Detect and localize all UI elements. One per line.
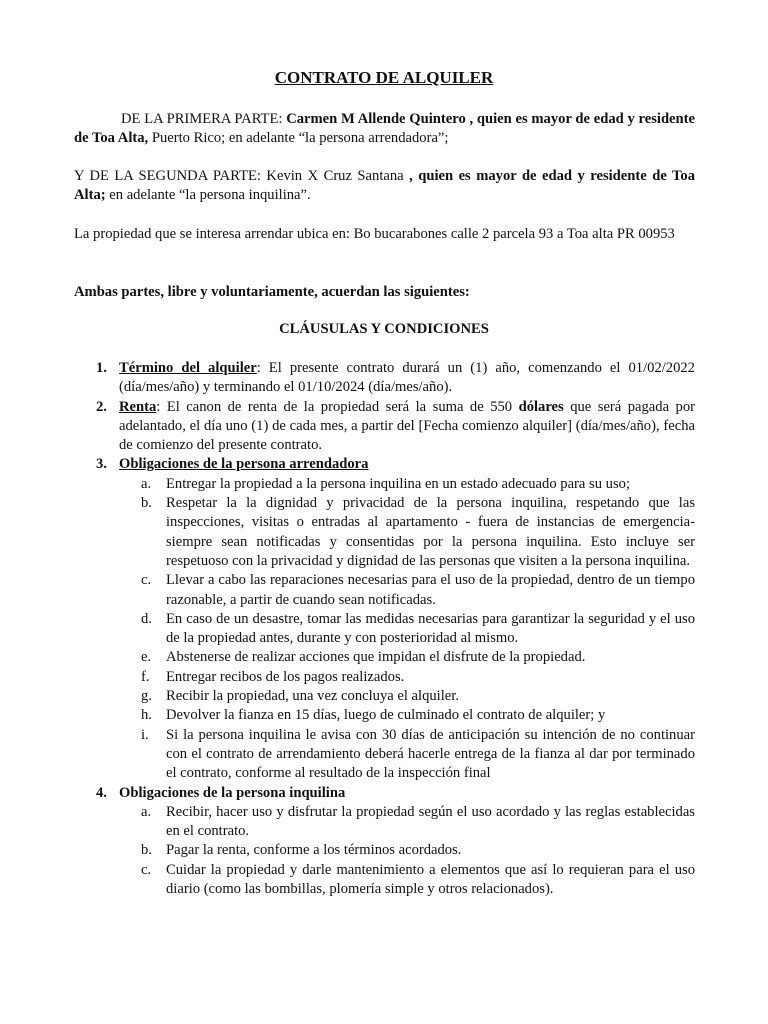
list-item bbox=[119, 687, 695, 706]
item-letter: d. bbox=[141, 610, 152, 627]
item-letter: g. bbox=[141, 688, 152, 705]
list-item bbox=[119, 726, 695, 784]
list-item bbox=[119, 648, 695, 667]
second-party-lead: Y DE LA SEGUNDA PARTE: Kevin X Cruz Santana bbox=[74, 168, 410, 184]
item-letter: c. bbox=[141, 572, 152, 589]
second-party-rest: en adelante “la persona inquilina”. bbox=[105, 187, 311, 204]
clause-1 bbox=[0, 359, 695, 398]
list-item bbox=[119, 861, 695, 900]
item-text: Recibir la propiedad, una vez concluya el alquiler. bbox=[166, 688, 459, 705]
item-letter: i. bbox=[141, 726, 149, 743]
clause-text: que será pagada por adelantado, el día uno (1) de cada mes, a partir del [Fecha comienzo alquiler] (día/mes/año), fecha de comienzo del presente contrato. bbox=[119, 398, 695, 454]
clause-heading: Obligaciones de la persona arrendadora bbox=[119, 456, 369, 473]
clause-number: 4. bbox=[96, 784, 107, 801]
clause-4-items bbox=[119, 803, 695, 899]
agreement-statement: Ambas partes, libre y voluntariamente, acuerdan las siguientes: bbox=[74, 284, 470, 300]
item-text: Llevar a cabo las reparaciones necesarias para el uso de la propiedad, dentro de un tiempo razonable, a partir de cuando sean notificadas. bbox=[166, 572, 695, 608]
item-letter: a. bbox=[141, 475, 152, 492]
list-item bbox=[119, 475, 695, 494]
clause-heading: Obligaciones de la persona inquilina bbox=[119, 784, 346, 801]
clause-text-bold: dólares bbox=[518, 398, 564, 415]
list-item bbox=[119, 610, 695, 649]
item-letter: e. bbox=[141, 649, 152, 666]
list-item bbox=[119, 803, 695, 842]
item-text: En caso de un desastre, tomar las medidas necesarias para garantizar la seguridad y el uso de la propiedad antes, durante y con posterioridad al mismo. bbox=[166, 610, 695, 647]
clause-heading: Término del alquiler bbox=[119, 360, 257, 376]
list-item bbox=[119, 494, 695, 571]
section-title: CLÁUSULAS Y CONDICIONES bbox=[279, 321, 489, 337]
first-party-rest: Puerto Rico; en adelante “la persona arrendadora”; bbox=[148, 130, 449, 147]
property-address-paragraph: La propiedad que se interesa arrendar ubica en: Bo bucarabones calle 2 parcela 93 a Toa alta PR 00953 bbox=[74, 226, 675, 242]
list-item bbox=[119, 706, 695, 725]
item-letter: c. bbox=[141, 861, 152, 878]
item-text: Entregar recibos de los pagos realizados. bbox=[166, 668, 405, 685]
clause-4 bbox=[0, 784, 695, 900]
list-item bbox=[119, 841, 695, 860]
clause-text: : El presente contrato durará un (1) año, comenzando el 01/02/2022 (día/mes/año) y terminando el 01/10/2024 (día/mes/año). bbox=[119, 360, 695, 396]
item-letter: a. bbox=[141, 803, 152, 820]
clause-3 bbox=[0, 455, 695, 783]
item-text: Entregar la propiedad a la persona inquilina en un estado adecuado para su uso; bbox=[166, 475, 630, 492]
first-party-lead: DE LA PRIMERA PARTE: bbox=[121, 111, 287, 127]
item-text: Devolver la fianza en 15 días, luego de culminado el contrato de alquiler; y bbox=[166, 707, 606, 724]
list-item bbox=[119, 668, 695, 687]
clauses-list bbox=[0, 359, 768, 899]
item-letter: b. bbox=[141, 495, 152, 512]
clause-text: : El canon de renta de la propiedad será la suma de 550 bbox=[156, 398, 519, 415]
clause-number: 3. bbox=[96, 456, 107, 473]
second-party-paragraph bbox=[74, 167, 695, 206]
item-letter: h. bbox=[141, 707, 152, 724]
item-letter: b. bbox=[141, 842, 152, 859]
list-item bbox=[119, 571, 695, 610]
document-title: CONTRATO DE ALQUILER bbox=[274, 68, 494, 87]
clause-3-items bbox=[119, 475, 695, 784]
item-letter: f. bbox=[141, 668, 150, 685]
item-text: Abstenerse de realizar acciones que impidan el disfrute de la propiedad. bbox=[166, 649, 586, 666]
item-text: Recibir, hacer uso y disfrutar la propiedad según el uso acordado y las reglas establecidas en el contrato. bbox=[166, 803, 695, 840]
item-text: Cuidar la propiedad y darle mantenimiento a elementos que así lo requieran para el uso diario (como las bombillas, plomería simple y otros relacionados). bbox=[166, 861, 695, 898]
clause-heading: Renta bbox=[119, 398, 157, 415]
item-text: Si la persona inquilina le avisa con 30 días de anticipación su intención de no continuar con el contrato de arrendamiento deberá hacerle entrega de la fianza al dar por terminado el contrato, conforme al resultado de la inspección final bbox=[166, 726, 695, 782]
item-text: Pagar la renta, conforme a los términos acordados. bbox=[166, 842, 462, 859]
clause-number: 1. bbox=[96, 360, 107, 376]
second-party-bold: , quien es mayor de edad y residente de Toa Alta; bbox=[74, 168, 695, 204]
first-party-paragraph bbox=[74, 110, 695, 149]
clause-2 bbox=[0, 398, 695, 456]
first-party-name: Carmen M Allende Quintero , quien es mayor de edad y residente de Toa Alta, bbox=[74, 111, 695, 147]
item-text: Respetar la la dignidad y privacidad de la persona inquilina, respetando que las inspecciones, visitas o entradas al apartamento - fuera de instancias de emergencia- siempre sean notificadas y consentidas por la persona inquilina. Esto incluye ser respetuoso con la privacidad y dignidad de las personas que visiten a la persona inquilina. bbox=[166, 495, 695, 569]
clause-number: 2. bbox=[96, 398, 107, 415]
